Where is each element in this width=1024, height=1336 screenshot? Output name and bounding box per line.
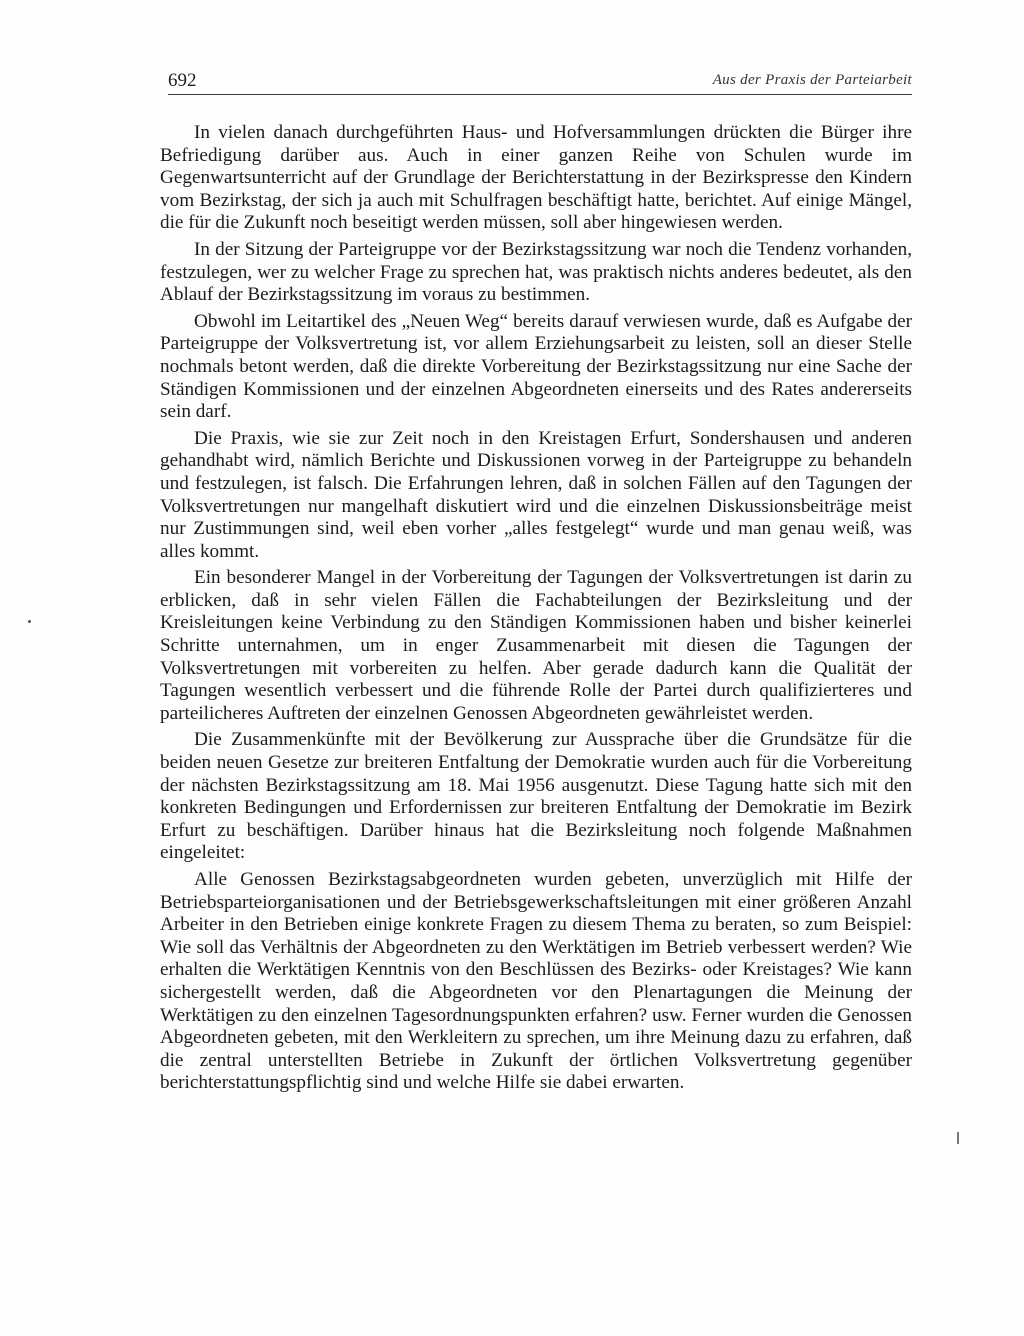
scan-speck xyxy=(957,1132,959,1144)
body-text xyxy=(160,122,912,1099)
paragraph: In der Sitzung der Parteigruppe vor der Bezirkstagssitzung war noch die Tendenz vorhanden, festzulegen, wer zu welcher Frage zu sprechen hat, was praktisch nichts anderes bedeutet, als den Ablauf der Bezirkstagssitzung im voraus zu bestimmen. xyxy=(160,238,912,306)
paragraph: Obwohl im Leitartikel des „Neuen Weg“ bereits darauf verwiesen wurde, daß es Aufgabe der Parteigruppe der Volksvertretung ist, vor allem Erziehungsarbeit zu leisten, soll an dieser Stelle nochmals betont werden, daß die direkte Vorbereitung der Bezirkstagssitzung nur eine Sache der Ständigen Kommissionen und der einzelnen Abgeordneten einerseits und des Rates andererseits sein darf. xyxy=(160,310,912,423)
paragraph: Alle Genossen Bezirkstagsabgeordneten wurden gebeten, unverzüglich mit Hilfe der Betriebsparteiorganisationen und der Betriebsgewerkschaftsleitungen mit einer größeren Anzahl Arbeiter in den Betrieben einige konkrete Fragen zu diesem Thema zu beraten, so zum Beispiel: Wie soll das Verhältnis der Abgeordneten zu den Werktätigen im Betrieb verbessert werden? Wie erhalten die Werktätigen Kenntnis von den Beschlüssen des Bezirks- oder Kreistages? Wie kann sichergestellt werden, daß die Abgeordneten vor den Plenartagungen die Meinung der Werktätigen zu den einzelnen Tagesordnungspunkten erfahren? usw. Ferner wurden die Genossen Abgeordneten gebeten, mit den Werkleitern zu sprechen, um ihre Meinung dazu zu erfahren, daß die zentral unterstellten Betriebe in Zukunft der örtlichen Volksvertretung gegenüber berichterstattungspflichtig sind und welche Hilfe sie dabei erwarten. xyxy=(160,869,912,1094)
header-rule xyxy=(168,94,912,95)
page-number: 692 xyxy=(168,70,197,91)
paragraph: In vielen danach durchgeführten Haus- und Hofversammlungen drückten die Bürger ihre Befriedigung darüber aus. Auch in einer ganzen Reihe von Schulen wurde im Gegenwartsunterricht auf der Grundlage der Berichterstattung in der Bezirkspresse den Kindern vom Bezirkstag, der sich ja auch mit Schulfragen beschäftigt hatte, berichtet. Auf einige Mängel, die für die Zukunft noch beseitigt werden müssen, soll aber hingewiesen werden. xyxy=(160,122,912,234)
paragraph: Ein besonderer Mangel in der Vorbereitung der Tagungen der Volksvertretungen ist darin zu erblicken, daß in sehr vielen Fällen die Fachabteilungen der Bezirksleitung und der Kreisleitungen keine Verbindung zu den Ständigen Kommissionen haben und bisher keinerlei Schritte unternahmen, um in enger Zusammenarbeit mit diesen die Tagungen der Volksvertretungen mit vorbereiten zu helfen. Aber gerade dadurch kann die Qualität der Tagungen wesentlich verbessert und die führende Rolle der Partei durch qualifizierteres und parteilicheres Auftreten der einzelnen Genossen Abgeordneten gewährleistet werden. xyxy=(160,567,912,724)
scan-speck xyxy=(28,620,31,623)
running-head: Aus der Praxis der Parteiarbeit xyxy=(712,72,912,88)
paragraph: Die Praxis, wie sie zur Zeit noch in den Kreistagen Erfurt, Sondershausen und anderen gehandhabt wird, nämlich Berichte und Diskussionen vorweg in der Parteigruppe zu behandeln und festzulegen, ist falsch. Die Erfahrungen lehren, daß in solchen Fällen auf den Tagungen der Volksvertretungen nur mangelhaft diskutiert wird und die einzelnen Diskussionsbeiträge meist nur Zustimmungen sind, weil eben vorher „alles festgelegt“ wurde und man genau weiß, was alles kommt. xyxy=(160,427,912,562)
paragraph: Die Zusammenkünfte mit der Bevölkerung zur Aussprache über die Grundsätze für die beiden neuen Gesetze zur breiteren Entfaltung der Demokratie wurden auch für die Vorbereitung der nächsten Bezirkstagssitzung am 18. Mai 1956 ausgenutzt. Diese Tagung hatte sich mit den konkreten Bedingungen und Erfordernissen zur breiteren Entfaltung der Demokratie im Bezirk Erfurt zu beschäftigen. Darüber hinaus hat die Bezirksleitung noch folgende Maßnahmen eingeleitet: xyxy=(160,729,912,864)
page-header xyxy=(168,70,912,94)
